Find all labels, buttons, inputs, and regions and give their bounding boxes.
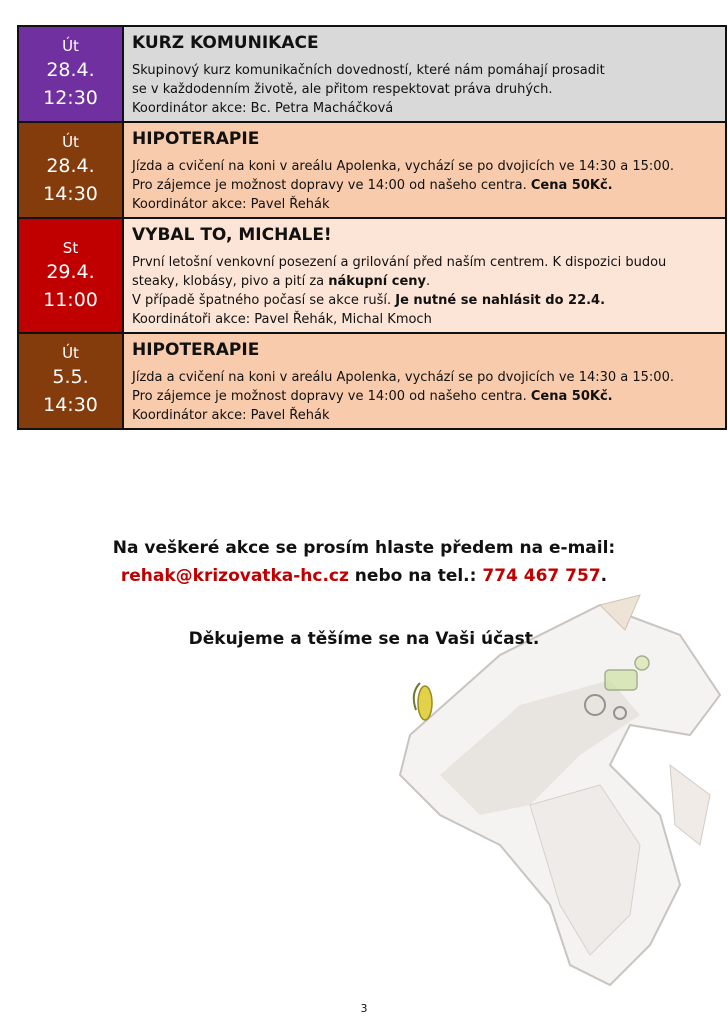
- event-date-cell: [19, 123, 124, 217]
- event-day: Út: [62, 37, 79, 55]
- event-date-cell: [19, 334, 124, 428]
- page-number: 3: [360, 1002, 368, 1015]
- contact-email[interactable]: rehak@krizovatka-hc.cz: [120, 566, 349, 586]
- event-line-text: Pro zájemce je možnost dopravy ve 14:00 od našeho centra.: [132, 389, 531, 404]
- event-coordinator: Koordinátor akce: Pavel Řehák: [132, 408, 330, 423]
- contact-details: [0, 562, 728, 590]
- thanks-message: Děkujeme a těšíme se na Vaši účast.: [188, 629, 540, 649]
- event-row: [19, 332, 725, 428]
- event-coordinator: Koordinátor akce: Pavel Řehák: [132, 197, 330, 212]
- event-description: [132, 157, 717, 214]
- event-time: 14:30: [43, 183, 98, 205]
- event-line: První letošní venkovní posezení a grilování před naším centrem. K dispozici budou: [132, 255, 667, 270]
- event-title: HIPOTERAPIE: [132, 129, 260, 149]
- corn-icon: [414, 683, 432, 720]
- event-day: St: [62, 238, 79, 257]
- event-price: Cena 50Kč.: [530, 389, 613, 404]
- event-time: 12:30: [43, 87, 98, 109]
- event-line-text: steaky, klobásy, pivo a pití za: [132, 274, 329, 289]
- event-line: [132, 176, 717, 195]
- event-bold-text: nákupní ceny: [328, 274, 427, 289]
- event-coordinator: Koordinátor akce: Bc. Petra Macháčková: [132, 101, 394, 116]
- event-line: se v každodenním životě, ale přitom respektovat práva druhých.: [132, 82, 553, 97]
- event-description: [132, 368, 717, 425]
- event-coordinator: Koordinátoři akce: Pavel Řehák, Michal Kmoch: [132, 312, 432, 327]
- event-description: [132, 253, 717, 329]
- event-title: VYBAL TO, MICHALE!: [132, 225, 332, 245]
- event-row: [19, 27, 725, 121]
- event-schedule-table: [17, 25, 727, 430]
- event-line: [132, 272, 717, 291]
- event-title: KURZ KOMUNIKACE: [132, 33, 319, 53]
- event-date: 28.4.: [46, 59, 95, 81]
- event-day: Út: [62, 133, 79, 151]
- event-date-cell: [19, 27, 124, 121]
- event-line: [132, 291, 717, 310]
- contact-phone[interactable]: 774 467 757: [482, 566, 601, 586]
- event-line-text: V případě špatného počasí se akce ruší.: [132, 293, 396, 308]
- event-line-text: .: [426, 274, 431, 289]
- event-deadline: Je nutné se nahlásit do 22.4.: [395, 293, 606, 308]
- event-content: [124, 219, 725, 332]
- event-date: 28.4.: [46, 155, 95, 177]
- event-line-text: Pro zájemce je možnost dopravy ve 14:00 od našeho centra.: [132, 178, 531, 193]
- event-content: [124, 123, 725, 217]
- event-time: 14:30: [43, 394, 98, 416]
- event-day: Út: [62, 344, 79, 362]
- event-description: [132, 61, 717, 118]
- event-line: Jízda a cvičení na koni v areálu Apolenka, vychází se po dvojicích ve 14:30 a 15:00.: [132, 159, 674, 174]
- event-content: [124, 27, 725, 121]
- event-time: 11:00: [43, 288, 98, 311]
- event-row: [19, 217, 725, 332]
- event-line: Skupinový kurz komunikačních dovedností, které nám pomáhají prosadit: [132, 63, 605, 78]
- event-price: Cena 50Kč.: [530, 178, 613, 193]
- event-row: [19, 121, 725, 217]
- event-content: [124, 334, 725, 428]
- contact-text: nebo na tel.:: [348, 566, 483, 586]
- event-line: [132, 387, 717, 406]
- event-line: Jízda a cvičení na koni v areálu Apolenka, vychází se po dvojicích ve 14:30 a 15:00.: [132, 370, 674, 385]
- contact-text: .: [600, 566, 608, 586]
- event-date: 5.5.: [52, 366, 89, 388]
- contact-line: Na veškeré akce se prosím hlaste předem na e-mail:: [112, 538, 616, 558]
- event-title: HIPOTERAPIE: [132, 340, 260, 360]
- event-date: 29.4.: [46, 260, 95, 283]
- event-date-cell: [19, 219, 124, 332]
